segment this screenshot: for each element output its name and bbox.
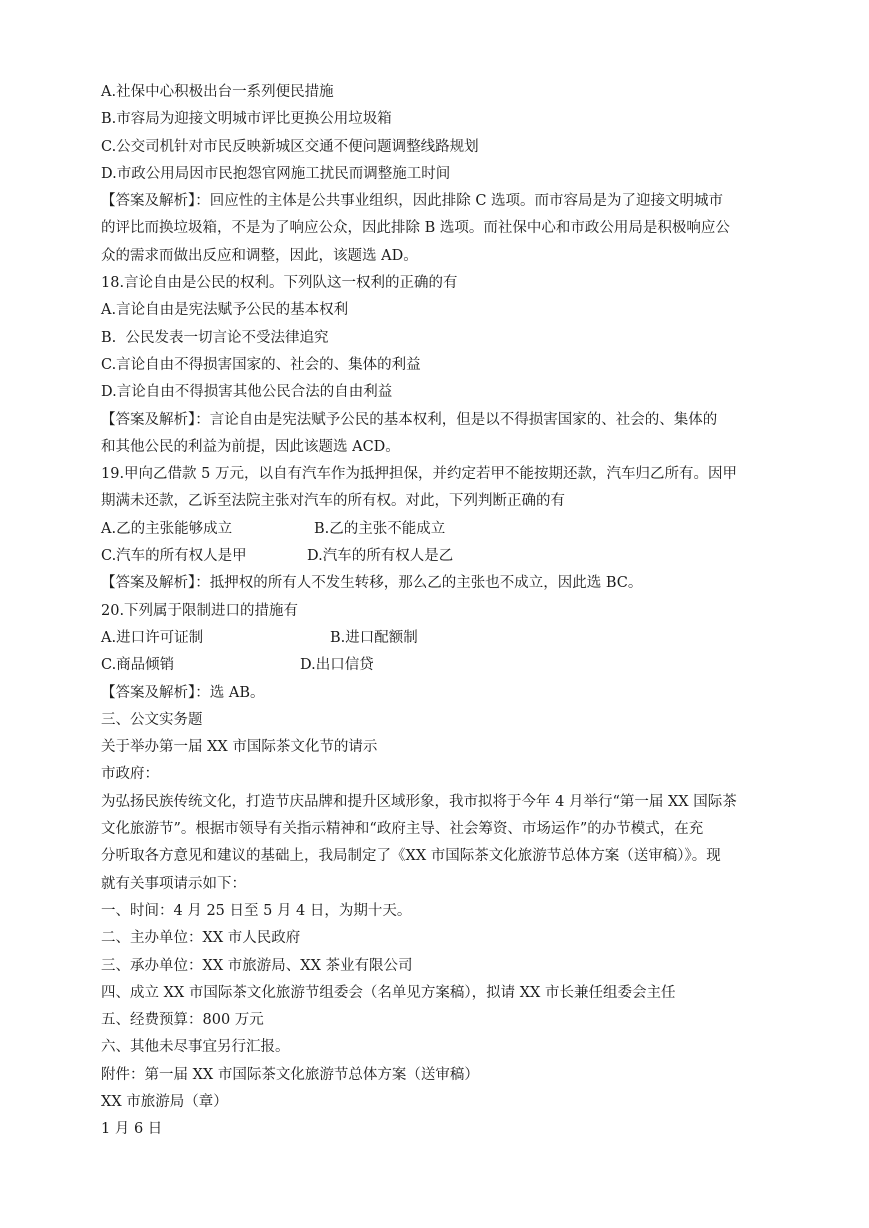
q18-option-a: A.言论自由是宪法赋予公民的基本权利 [101, 302, 349, 319]
attachment-line: 附件：第一届 XX 市国际茶文化旅游节总体方案（送审稿） [101, 1066, 479, 1083]
q20-option-b: B.进口配额制 [330, 629, 418, 646]
q19-stem-line-2: 期满未还款，乙诉至法院主张对汽车的所有权。对此，下列判断正确的有 [101, 493, 565, 510]
addressee: 市政府： [101, 766, 159, 783]
q17-answer-line-2: 的评比而换垃圾箱，不是为了响应公众，因此排除 B 选项。而社保中心和市政公用局是积极响应公 [101, 220, 730, 237]
q18-option-d: D.言论自由不得损害其他公民合法的自由利益 [101, 384, 393, 401]
q17-option-a: A.社保中心积极出台一系列便民措施 [101, 84, 334, 100]
q20-options-row-2 [101, 652, 809, 679]
q19-option-a: A.乙的主张能够成立 [101, 520, 233, 537]
q18-option-b: B. 公民发表一切言论不受法律追究 [101, 329, 329, 346]
q17-option-d: D.市政公用局因市民抱怨官网施工扰民而调整施工时间 [101, 165, 451, 182]
section-heading: 三、公文实务题 [101, 711, 203, 728]
body-line-1: 为弘扬民族传统文化，打造节庆品牌和提升区域形象，我市拟将于今年 4 月举行“第一届 XX 国际茶 [101, 793, 737, 810]
q19-option-d: D.汽车的所有权人是乙 [307, 548, 454, 565]
q17-option-c: C.公交司机针对市民反映新城区交通不便问题调整线路规划 [101, 138, 479, 155]
item-other: 六、其他未尽事宜另行汇报。 [101, 1039, 290, 1056]
q18-option-c: C.言论自由不得损害国家的、社会的、集体的利益 [101, 356, 421, 373]
q19-answer: 【答案及解析】：抵押权的所有人不发生转移，那么乙的主张也不成立，因此选 BC。 [101, 575, 643, 592]
body-line-3: 分听取各方意见和建议的基础上，我局制定了《XX 市国际茶文化旅游节总体方案（送审稿）》。现 [101, 848, 721, 865]
item-committee: 四、成立 XX 市国际茶文化旅游节组委会（名单见方案稿），拟请 XX 市长兼任组委会主任 [101, 984, 676, 1001]
q20-stem: 20.下列属于限制进口的措施有 [101, 602, 299, 619]
q19-option-c: C.汽车的所有权人是甲 [101, 548, 247, 565]
q20-answer: 【答案及解析】：选 AB。 [101, 684, 265, 701]
q17-answer-line-1: 【答案及解析】：回应性的主体是公共事业组织，因此排除 C 选项。而市容局是为了迎接文明城市 [101, 193, 724, 210]
q19-options-row-2 [101, 543, 809, 570]
q17-option-b: B.市容局为迎接文明城市评比更换公用垃圾箱 [101, 111, 392, 128]
date: 1 月 6 日 [101, 1121, 163, 1138]
item-host: 二、主办单位：XX 市人民政府 [101, 930, 301, 947]
body-line-2: 文化旅游节”。根据市领导有关指示精神和“政府主导、社会筹资、市场运作”的办节模式，在充 [101, 821, 704, 838]
q19-stem-line-1: 19.甲向乙借款 5 万元，以自有汽车作为抵押担保，并约定若甲不能按期还款，汽车归乙所有。因甲 [101, 466, 737, 483]
q18-answer-line-1: 【答案及解析】：言论自由是宪法赋予公民的基本权利，但是以不得损害国家的、社会的、集体的 [101, 411, 718, 428]
q19-option-b: B.乙的主张不能成立 [314, 520, 446, 537]
signature: XX 市旅游局（章） [101, 1093, 228, 1110]
document-title: 关于举办第一届 XX 市国际茶文化节的请示 [101, 739, 378, 756]
q19-options-row-1 [101, 516, 809, 543]
q17-answer-line-3: 众的需求而做出反应和调整，因此，该题选 AD。 [101, 247, 418, 264]
q20-option-d: D.出口信贷 [300, 657, 374, 674]
q20-options-row-1 [101, 625, 809, 652]
q18-answer-line-2: 和其他公民的利益为前提，因此该题选 ACD。 [101, 438, 400, 455]
item-organizer: 三、承办单位：XX 市旅游局、XX 茶业有限公司 [101, 957, 413, 974]
q20-option-a: A.进口许可证制 [101, 629, 204, 646]
q18-stem: 18.言论自由是公民的权利。下列队这一权利的正确的有 [101, 275, 458, 292]
body-line-4: 就有关事项请示如下： [101, 875, 246, 892]
item-time: 一、时间：4 月 25 日至 5 月 4 日，为期十天。 [101, 902, 412, 919]
q20-option-c: C.商品倾销 [101, 657, 175, 674]
item-budget: 五、经费预算：800 万元 [101, 1012, 264, 1029]
